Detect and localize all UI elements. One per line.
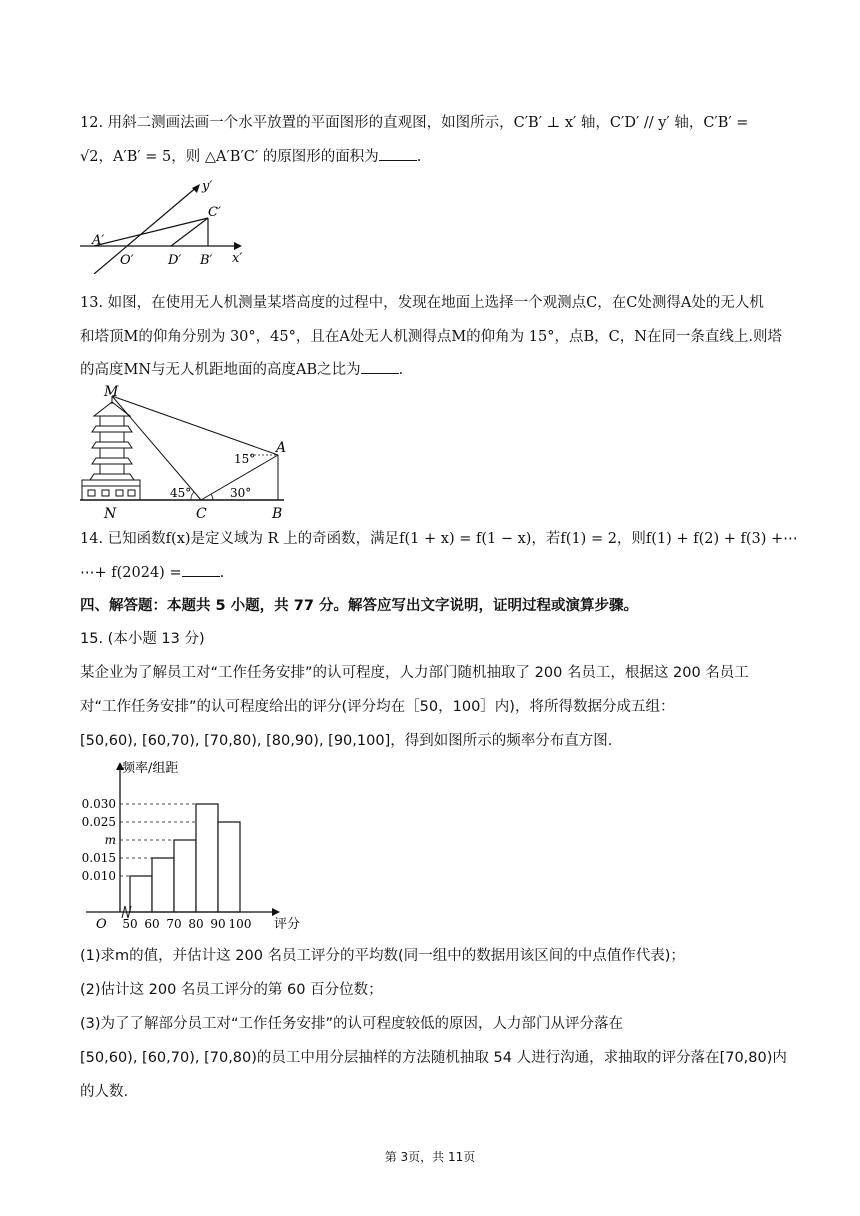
bar-[80,90) bbox=[196, 804, 218, 912]
q12-line2-text: √2，A′B′ = 5，则 △A′B′C′ 的原图形的面积为 bbox=[80, 149, 379, 165]
q15-p1: 某企业为了解员工对“工作任务安排”的认可程度，人力部门随机抽取了 200 名员工，根据这 200 名员工 bbox=[80, 665, 749, 681]
x-tick-label: 70 bbox=[166, 917, 182, 931]
y-tick-label: 0.025 bbox=[81, 815, 116, 829]
q15-sub3c: 的人数. bbox=[80, 1084, 129, 1100]
q13-angle45: 45° bbox=[170, 486, 192, 500]
q12-label-x: x′ bbox=[232, 251, 243, 266]
q12-figure bbox=[76, 176, 256, 274]
x-tick-label: 60 bbox=[144, 917, 160, 931]
q13-label-M: M bbox=[104, 384, 119, 400]
x-axis-arrow bbox=[272, 908, 280, 916]
q12-label-B: B′ bbox=[200, 253, 213, 268]
origin-label: O bbox=[96, 917, 107, 932]
q13-line3: 的高度MN与无人机距地面的高度AB之比为 . bbox=[80, 359, 788, 381]
q12-label-D: D′ bbox=[168, 253, 182, 268]
q12-label-y: y′ bbox=[202, 179, 213, 194]
pagoda-icon bbox=[82, 396, 140, 500]
q13-line3-text: 的高度MN与无人机距地面的高度AB之比为 bbox=[80, 362, 361, 378]
q13-angle15: 15° bbox=[234, 452, 256, 466]
answer-blank bbox=[379, 146, 417, 161]
bar-[60,70) bbox=[152, 858, 174, 912]
q15-p3: [50,60), [60,70), [70,80), [80,90), [90,100]，得到如图所示的频率分布直方图. bbox=[80, 733, 613, 749]
q13-figure bbox=[78, 384, 294, 520]
x-tick-label: 90 bbox=[210, 917, 226, 931]
q15-p2: 对“工作任务安排”的认可程度给出的评分(评分均在［50，100］内)，将所得数据分成五组： bbox=[80, 699, 675, 715]
page-footer: 第 3页，共 11页 bbox=[384, 1150, 476, 1164]
q12-line2: √2，A′B′ = 5，则 △A′B′C′ 的原图形的面积为 . bbox=[80, 146, 788, 168]
x-axis-label: 评分 bbox=[274, 917, 301, 932]
y-tick-label: 0.010 bbox=[81, 869, 116, 883]
bar-[90,100] bbox=[218, 822, 240, 912]
bar-[70,80) bbox=[174, 840, 196, 912]
q14-line1: 14. 已知函数f(x)是定义域为 R 上的奇函数，满足f(1 + x) = f(1 − x)，若f(1) = 2，则f(1) + f(2) + f(3) +⋯ bbox=[80, 531, 798, 547]
x-tick-label: 80 bbox=[188, 917, 204, 931]
y-tick-label: m bbox=[104, 833, 116, 847]
q12-label-C: C′ bbox=[208, 205, 221, 220]
q13-label-C: C bbox=[196, 506, 207, 520]
answer-blank bbox=[182, 562, 220, 577]
q13-label-B: B bbox=[272, 506, 283, 520]
frequency-histogram bbox=[76, 756, 306, 932]
bar-[50,60) bbox=[130, 876, 152, 912]
q14-line2-text: ⋯+ f(2024) = bbox=[80, 565, 182, 581]
x-tick-label: 100 bbox=[228, 917, 252, 931]
q12-label-A: A′ bbox=[92, 233, 105, 248]
q13-label-A: A bbox=[276, 440, 287, 456]
q15-sub3a: (3)为了了解部分员工对“工作任务安排”的认可程度较低的原因，人力部门从评分落在 bbox=[80, 1016, 624, 1032]
q14-line2: ⋯+ f(2024) = . bbox=[80, 562, 788, 584]
q13-line2: 和塔顶M的仰角分别为 30°，45°，且在A处无人机测得点M的仰角为 15°，点B，C，N在同一条直线上.则塔 bbox=[80, 329, 783, 345]
q13-angle30: 30° bbox=[230, 486, 252, 500]
section-heading: 四、解答题：本题共 5 小题，共 77 分。解答应写出文字说明，证明过程或演算步骤。 bbox=[80, 598, 638, 614]
q15-sub1: (1)求m的值，并估计这 200 名员工评分的平均数(同一组中的数据用该区间的中点值作代表)； bbox=[80, 948, 685, 964]
q12-label-O: O′ bbox=[120, 253, 134, 268]
y-tick-label: 0.030 bbox=[81, 797, 116, 811]
x-tick-label: 50 bbox=[122, 917, 138, 931]
q13-label-N: N bbox=[104, 506, 117, 520]
answer-blank bbox=[361, 359, 399, 374]
q15-sub3b: [50,60), [60,70), [70,80)的员工中用分层抽样的方法随机抽取 54 人进行沟通，求抽取的评分落在[70,80)内 bbox=[80, 1050, 787, 1066]
q13-line1: 13. 如图，在使用无人机测量某塔高度的过程中，发现在地面上选择一个观测点C，在C处测得A处的无人机 bbox=[80, 295, 764, 311]
y-axis-label: 频率/组距 bbox=[122, 761, 179, 776]
y-tick-label: 0.015 bbox=[81, 851, 116, 865]
q15-sub2: (2)估计这 200 名员工评分的第 60 百分位数； bbox=[80, 982, 383, 998]
q12-line1: 12. 用斜二测画法画一个水平放置的平面图形的直观图，如图所示，C′B′ ⊥ x′ 轴，C′D′ // y′ 轴，C′B′ = bbox=[80, 115, 749, 131]
q15-header: 15. (本小题 13 分) bbox=[80, 631, 205, 647]
